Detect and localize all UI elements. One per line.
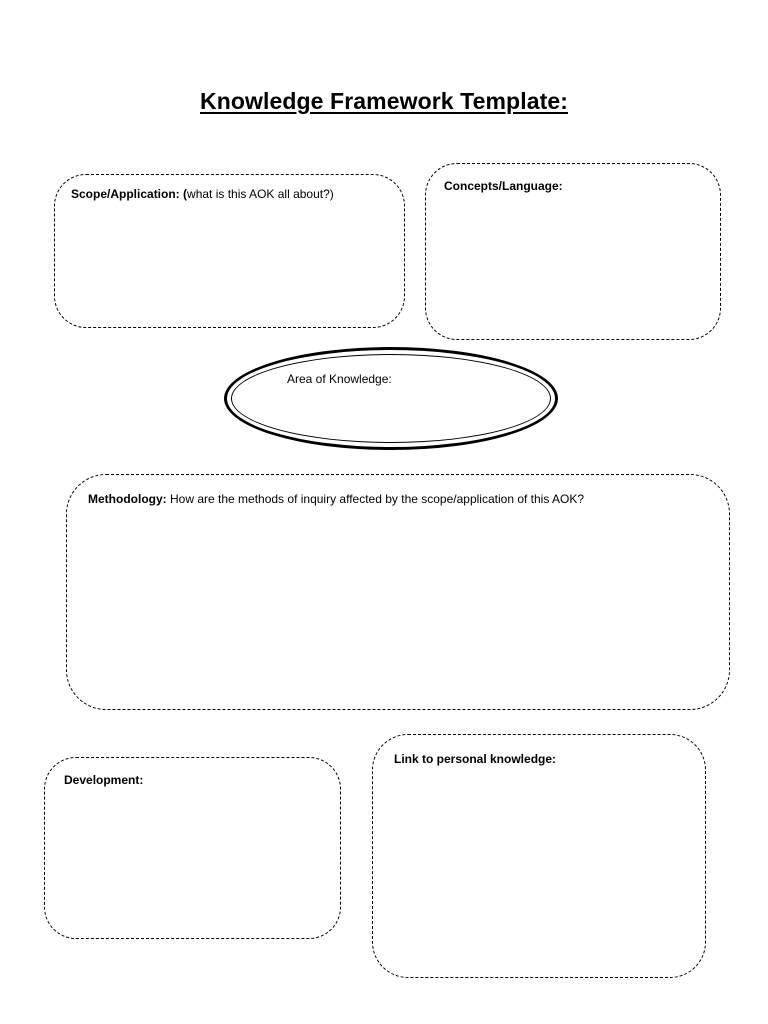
concepts-language-box[interactable] [425,163,721,340]
area-of-knowledge-label: Area of Knowledge: [287,372,392,386]
scope-application-box[interactable] [54,174,405,328]
area-of-knowledge-inner-ring [231,354,551,443]
personal-knowledge-label-row [394,752,556,767]
area-of-knowledge-oval[interactable] [224,347,558,450]
methodology-label-row [88,492,584,507]
development-box[interactable] [44,757,341,939]
concepts-language-label-row [444,179,563,194]
methodology-label: Methodology: [88,492,167,506]
personal-knowledge-box[interactable] [372,734,706,978]
scope-application-prompt: what is this AOK all about?) [187,187,334,201]
concepts-language-label: Concepts/Language: [444,179,563,193]
methodology-box[interactable] [66,474,730,710]
methodology-prompt: How are the methods of inquiry affected by the scope/application of this AOK? [170,492,585,506]
scope-application-label: Scope/Application: [71,187,180,201]
scope-application-label-row [71,187,334,202]
development-label: Development: [64,773,144,787]
scope-open-paren: ( [183,187,188,201]
page-title: Knowledge Framework Template: [200,88,568,114]
personal-knowledge-label: Link to personal knowledge: [394,752,557,766]
development-label-row [64,773,143,788]
